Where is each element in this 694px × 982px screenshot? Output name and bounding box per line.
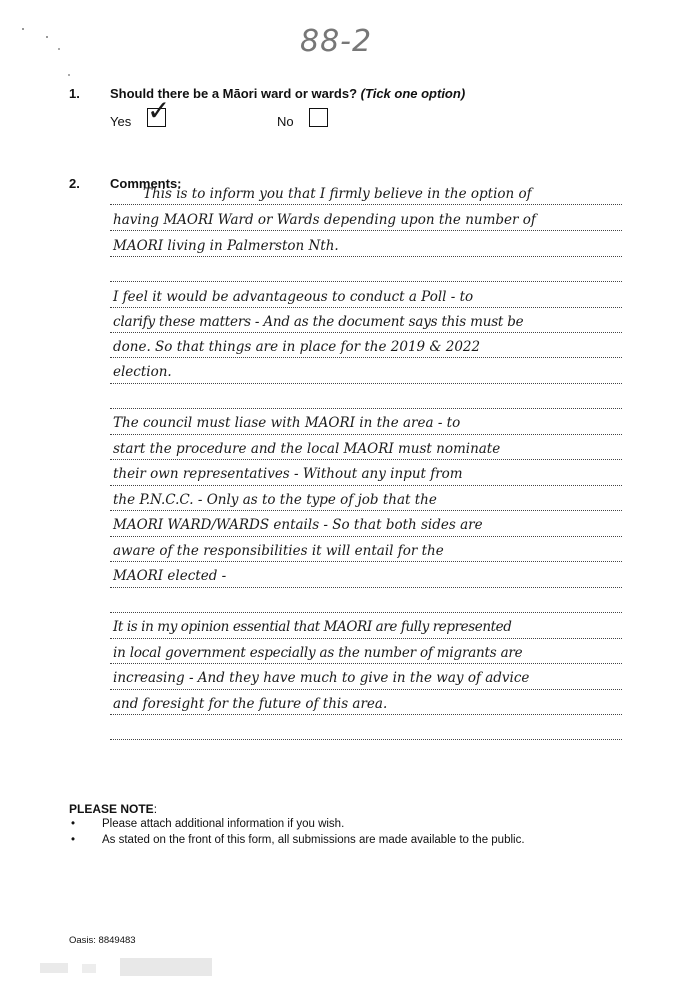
ruled-line bbox=[110, 204, 622, 205]
handwritten-line: increasing - And they have much to give in the way of advice bbox=[113, 670, 530, 686]
ruled-line bbox=[110, 408, 622, 409]
handwritten-line: and foresight for the future of this area. bbox=[113, 696, 388, 712]
ruled-line bbox=[110, 663, 622, 664]
please-note-colon: : bbox=[153, 802, 158, 816]
handwritten-line: MAORI elected - bbox=[113, 568, 227, 584]
question-1-instruction: (Tick one option) bbox=[360, 86, 466, 101]
handwritten-line: done. So that things are in place for the 2019 & 2022 bbox=[113, 339, 481, 355]
bullet-symbol: • bbox=[71, 834, 76, 846]
question-1-label: Should there be a Māori ward or wards? bbox=[110, 86, 358, 101]
ruled-line bbox=[110, 230, 622, 231]
handwritten-line: election. bbox=[113, 364, 172, 380]
ruled-line bbox=[110, 332, 622, 333]
question-2-number: 2. bbox=[69, 176, 80, 191]
ruled-line bbox=[110, 485, 622, 486]
scan-speck bbox=[46, 36, 48, 38]
bullet-symbol: • bbox=[71, 818, 76, 830]
ruled-line bbox=[110, 536, 622, 537]
please-note-title bbox=[69, 802, 157, 816]
handwritten-line: The council must liase with MAORI in the area - to bbox=[113, 415, 461, 431]
handwritten-line: aware of the responsibilities it will entail for the bbox=[113, 543, 444, 559]
no-checkbox[interactable] bbox=[309, 108, 328, 127]
ruled-line bbox=[110, 256, 622, 257]
handwritten-line: their own representatives - Without any input from bbox=[113, 466, 463, 482]
scan-speck bbox=[68, 74, 70, 76]
ruled-line bbox=[110, 434, 622, 435]
please-note-label: PLEASE NOTE bbox=[69, 802, 154, 816]
ruled-line bbox=[110, 357, 622, 358]
handwritten-line: I feel it would be advantageous to conduct a Poll - to bbox=[113, 289, 474, 305]
ruled-line bbox=[110, 689, 622, 690]
ruled-line bbox=[110, 459, 622, 460]
yes-label: Yes bbox=[110, 114, 132, 129]
ruled-line bbox=[110, 638, 622, 639]
ruled-line bbox=[110, 281, 622, 282]
question-1-number: 1. bbox=[69, 86, 80, 101]
handwritten-line: MAORI WARD/WARDS entails - So that both sides are bbox=[113, 517, 483, 533]
ruled-line bbox=[110, 587, 622, 588]
handwritten-line: start the procedure and the local MAORI must nominate bbox=[113, 441, 501, 457]
handwritten-line: This is to inform you that I firmly believe in the option of bbox=[143, 186, 532, 202]
ruled-line bbox=[110, 383, 622, 384]
note-bullet: Please attach additional information if you wish. bbox=[102, 818, 345, 830]
handwritten-line: clarify these matters - And as the document says this must be bbox=[113, 314, 524, 330]
ruled-line bbox=[110, 612, 622, 613]
handwritten-line: the P.N.C.C. - Only as to the type of job that the bbox=[113, 492, 437, 508]
ruled-line bbox=[110, 714, 622, 715]
ruled-line bbox=[110, 307, 622, 308]
handwritten-line: It is in my opinion essential that MAORI are fully represented bbox=[113, 619, 512, 635]
oasis-reference: Oasis: 8849483 bbox=[69, 935, 136, 946]
note-bullet: As stated on the front of this form, all submissions are made available to the public. bbox=[102, 834, 525, 846]
yes-checkmark: ✓ bbox=[147, 94, 171, 127]
ruled-line bbox=[110, 561, 622, 562]
handwritten-line: MAORI living in Palmerston Nth. bbox=[113, 238, 339, 254]
scan-smudge bbox=[120, 958, 212, 976]
scan-smudge bbox=[40, 963, 68, 973]
scan-smudge bbox=[82, 964, 96, 973]
scan-speck bbox=[58, 48, 60, 50]
scan-speck bbox=[22, 28, 24, 30]
ruled-line bbox=[110, 739, 622, 740]
ruled-line bbox=[110, 510, 622, 511]
handwritten-line: having MAORI Ward or Wards depending upon the number of bbox=[113, 212, 536, 228]
no-label: No bbox=[277, 114, 294, 129]
handwritten-reference: 88-2 bbox=[300, 24, 373, 59]
comments-label: Comments: bbox=[110, 176, 182, 191]
handwritten-line: in local government especially as the number of migrants are bbox=[113, 645, 523, 661]
